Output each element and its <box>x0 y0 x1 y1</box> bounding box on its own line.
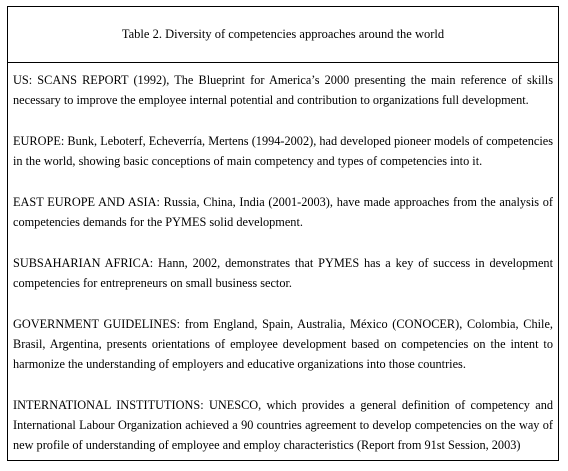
paragraph-government-guidelines: GOVERNMENT GUIDELINES: from England, Spain, Australia, México (CONOCER), Colombia, Chile, Brasil, Argentina, presents orientations of employee development based on competencies on the intent to harmonize the understanding of employers and educative organizations into those countries. <box>13 317 553 371</box>
table-caption-row <box>8 7 558 63</box>
paragraph-east-europe-asia: EAST EUROPE AND ASIA: Russia, China, India (2001-2003), have made approaches from the analysis of competencies demands for the PYMES solid development. <box>13 195 553 229</box>
paragraph-subsaharan-africa: SUBSAHARIAN AFRICA: Hann, 2002, demonstrates that PYMES has a key of success in development competencies for entrepreneurs on small business sector. <box>13 256 553 290</box>
table-caption: Table 2. Diversity of competencies approaches around the world <box>121 27 445 41</box>
table-body-cell <box>8 63 558 455</box>
paragraph-international-institutions: INTERNATIONAL INSTITUTIONS: UNESCO, which provides a general definition of competency and International Labour Organization achieved a 90 countries agreement to develop competencies on the way of new profile of understanding of employee and employ characteristics (Report from 91st Session, 2003) <box>13 398 553 452</box>
paragraph-us: US: SCANS REPORT (1992), The Blueprint for America’s 2000 presenting the main reference of skills necessary to improve the employee internal potential and contribution to organizations full development. <box>13 73 553 107</box>
competencies-table <box>7 6 559 461</box>
paragraph-europe: EUROPE: Bunk, Leboterf, Echeverría, Mertens (1994-2002), had developed pioneer models of competencies in the world, showing basic conceptions of main competency and types of competencies into it. <box>13 134 553 168</box>
